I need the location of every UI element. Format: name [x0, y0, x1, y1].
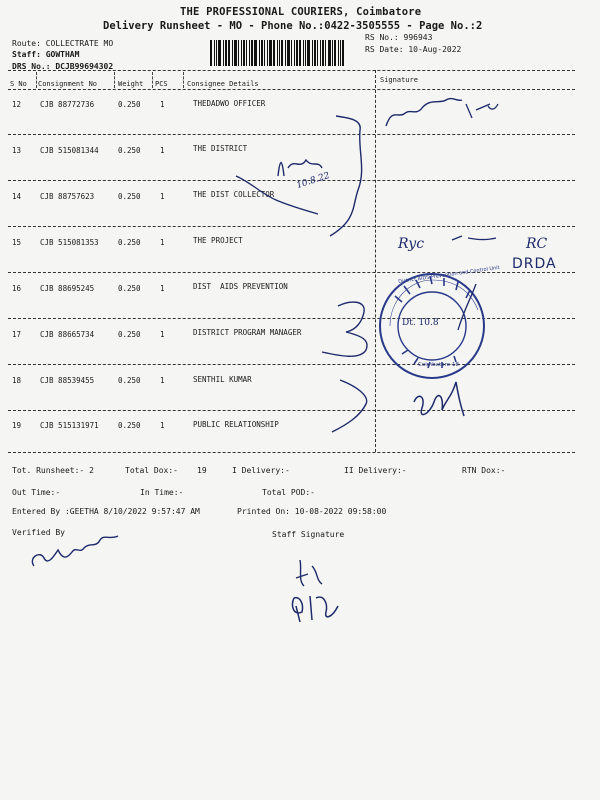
row-consignment: CJB 88539455 [40, 376, 95, 385]
initials-row13 [278, 160, 322, 176]
handwritten-ryc: Ryc [398, 236, 425, 252]
row-consignee: THE DISTRICT [193, 144, 248, 153]
total-dox-label: Total Dox:- [125, 466, 178, 475]
i-delivery: I Delivery:- [232, 466, 290, 475]
rs-number: RS No.: 996943 [365, 33, 433, 42]
row-sno: 15 [12, 238, 22, 247]
row-weight: 0.250 [118, 421, 141, 430]
bracket-mark-row18 [332, 380, 367, 432]
col-header-consignee: Consignee Details [187, 80, 259, 88]
row-sno: 19 [12, 421, 22, 430]
row-pcs: 1 [160, 238, 165, 247]
document-title: THE PROFESSIONAL COURIERS, Coimbatore [180, 6, 422, 18]
row-pcs: 1 [160, 421, 165, 430]
stamp-text-bottom: Coimbatore-18 [418, 362, 459, 368]
col-header-pcs: PCS [155, 80, 168, 88]
row-weight: 0.250 [118, 100, 141, 109]
stamp-date: Dt. 10.8 [402, 318, 439, 328]
staff-signature-mark-top [296, 560, 322, 586]
staff-signature [292, 596, 338, 622]
route-label: Route: COLLECTRATE MO [12, 39, 114, 48]
verified-by-label: Verified By [12, 528, 65, 537]
row-pcs: 1 [160, 192, 165, 201]
row-consignee: SENTHIL KUMAR [193, 375, 252, 384]
stamp-text-top: District AIDS Prevention and Control Unit [397, 264, 501, 286]
bracket-mark [330, 116, 362, 236]
row-consignee: DIST AIDS PREVENTION [193, 282, 288, 291]
staff-signature-label: Staff Signature [272, 530, 345, 539]
row-consignment: CJB 88665734 [40, 330, 95, 339]
handwritten-date: 10.8.22 [295, 170, 332, 192]
row-consignment: CJB 88757623 [40, 192, 95, 201]
signature-row18 [414, 382, 464, 416]
total-runsheet: Tot. Runsheet:- 2 [12, 466, 94, 475]
row-weight: 0.250 [118, 238, 141, 247]
row-consignee: PUBLIC RELATIONSHIP [193, 420, 279, 429]
ii-delivery: II Delivery:- [344, 466, 407, 475]
rs-date: RS Date: 10-Aug-2022 [365, 45, 462, 54]
entered-by: Entered By :GEETHA 8/10/2022 9:57:47 AM [12, 507, 200, 516]
row-weight: 0.250 [118, 376, 141, 385]
row-consignee: THEDADWO OFFICER [193, 99, 266, 108]
bracket-mark-row17 [322, 302, 367, 356]
row-weight: 0.250 [118, 284, 141, 293]
handwritten-drda: DRDA [512, 256, 557, 272]
row-sno: 12 [12, 100, 22, 109]
drs-number: DRS No.: DCJB99694302 [12, 62, 114, 71]
col-header-weight: Weight [118, 80, 144, 88]
document-subtitle: Delivery Runsheet - MO - Phone No.:0422-3505555 - Page No.:2 [103, 20, 483, 32]
row-consignment: CJB 88695245 [40, 284, 95, 293]
printed-on: Printed On: 10-08-2022 09:58:00 [237, 507, 387, 516]
row-consignee: THE DIST COLLECTOR [193, 190, 275, 199]
row-pcs: 1 [160, 284, 165, 293]
row-consignment: CJB 515081353 [40, 238, 99, 247]
row-pcs: 1 [160, 146, 165, 155]
row-weight: 0.250 [118, 192, 141, 201]
row-sno: 18 [12, 376, 22, 385]
row-consignment: CJB 88772736 [40, 100, 95, 109]
row-sno: 17 [12, 330, 22, 339]
handwritten-rc: RC [526, 236, 548, 252]
row-consignment: CJB 515081344 [40, 146, 99, 155]
row-weight: 0.250 [118, 146, 141, 155]
row-consignment: CJB 515131971 [40, 421, 99, 430]
row-sno: 14 [12, 192, 22, 201]
col-header-consignment: Consignment No [38, 80, 98, 88]
signature-scrawl-row12 [386, 99, 462, 126]
rtn-dox: RTN Dox:- [462, 466, 506, 475]
row-sno: 13 [12, 146, 22, 155]
signature-date-row12 [466, 104, 498, 118]
receipt-dash-row15 [452, 236, 496, 240]
row-pcs: 1 [160, 330, 165, 339]
row-pcs: 1 [160, 376, 165, 385]
out-time: Out Time:- [12, 488, 61, 497]
total-dox-value: 19 [197, 466, 207, 475]
row-sno: 16 [12, 284, 22, 293]
in-time: In Time:- [140, 488, 184, 497]
col-header-signature: Signature [380, 76, 418, 84]
row-pcs: 1 [160, 100, 165, 109]
row-weight: 0.250 [118, 330, 141, 339]
col-header-sno: S No [10, 80, 27, 88]
total-pod: Total POD:- [262, 488, 315, 497]
row-consignee: DISTRICT PROGRAM MANAGER [193, 328, 302, 337]
row-consignee: THE PROJECT [193, 236, 243, 245]
staff-label: Staff: GOWTHAM [12, 50, 80, 59]
verified-by-signature [32, 536, 118, 566]
